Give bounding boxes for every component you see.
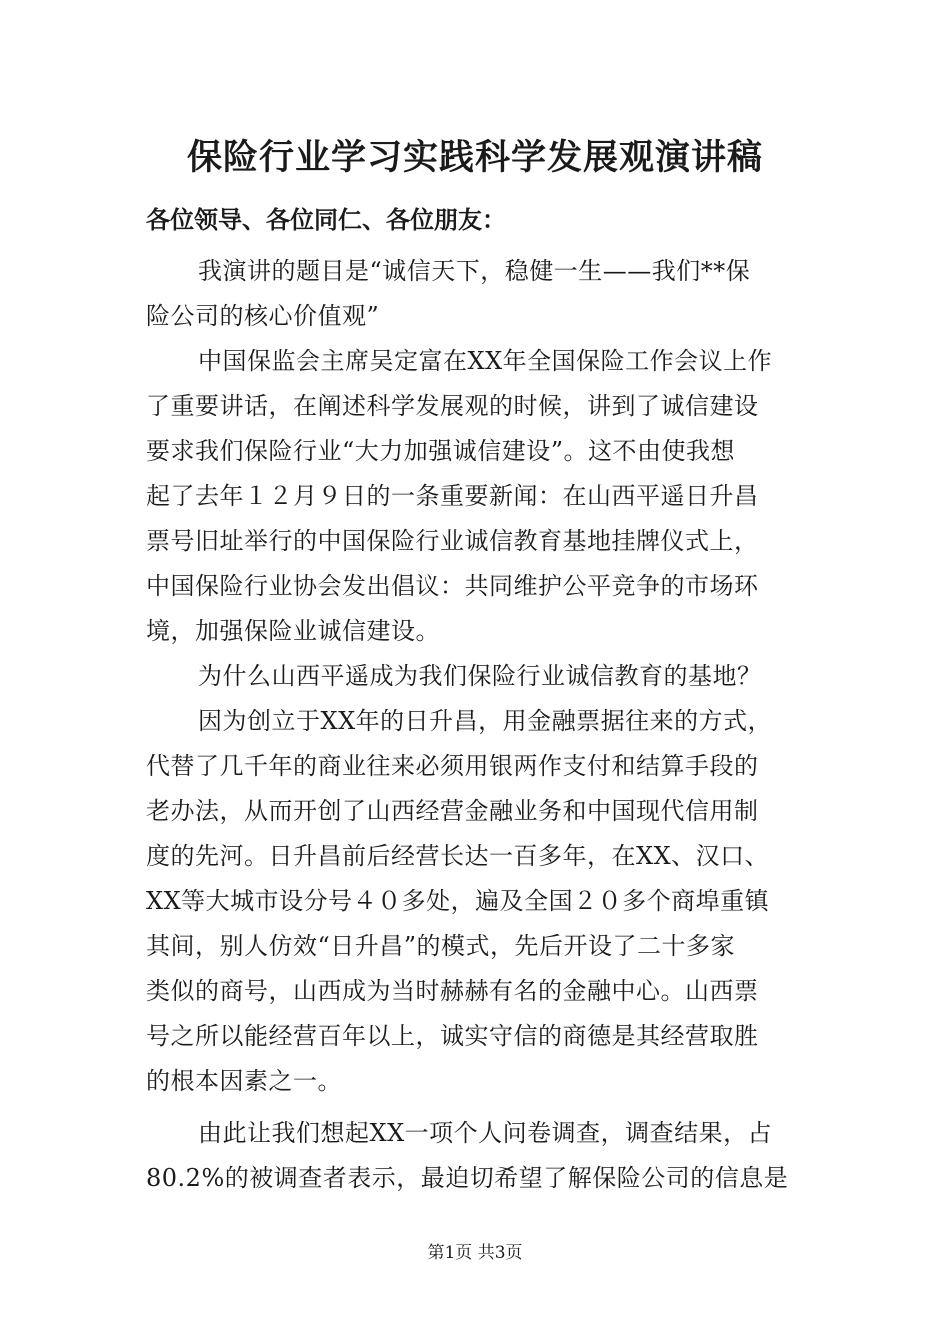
- body-line: 由此让我们想起XX一项个人问卷调查，调查结果，占: [198, 1119, 773, 1147]
- body-line: XX等大城市设分号４０多处，遍及全国２０多个商埠重镇: [146, 887, 770, 915]
- body-line: 因为创立于XX年的日升昌，用金融票据往来的方式，: [198, 707, 773, 735]
- body-line: 了重要讲话，在阐述科学发展观的时候，讲到了诚信建设: [146, 392, 759, 420]
- document-title: 保险行业学习实践科学发展观演讲稿: [186, 137, 763, 178]
- body-line: 起了去年１２月９日的一条重要新闻：在山西平遥日升昌: [146, 482, 759, 510]
- body-line: 的根本因素之一。: [146, 1067, 342, 1095]
- body-line: 80.2%的被调查者表示，最迫切希望了解保险公司的信息是: [146, 1164, 789, 1192]
- body-line: 其间，别人仿效“日升昌”的模式，先后开设了二十多家: [146, 932, 736, 960]
- body-line: 号之所以能经营百年以上，诚实守信的商德是其经营取胜: [146, 1022, 759, 1050]
- body-line: 为什么山西平遥成为我们保险行业诚信教育的基地？: [198, 662, 762, 690]
- salutation: 各位领导、各位同仁、各位朋友：: [146, 205, 506, 234]
- body-line: 险公司的核心价值观”: [146, 302, 380, 330]
- body-line: 类似的商号，山西成为当时赫赫有名的金融中心。山西票: [146, 977, 759, 1005]
- body-line: 度的先河。日升昌前后经营长达一百多年，在XX、汉口、: [146, 842, 770, 870]
- body-line: 境，加强保险业诚信建设。: [146, 617, 440, 645]
- page-number-footer: 第1页 共3页: [427, 1243, 523, 1263]
- body-line: 代替了几千年的商业往来必须用银两作支付和结算手段的: [146, 752, 759, 780]
- body-line: 票号旧址举行的中国保险行业诚信教育基地挂牌仪式上，: [146, 527, 759, 555]
- body-line: 中国保监会主席吴定富在XX年全国保险工作会议上作: [198, 347, 773, 375]
- body-line: 老办法，从而开创了山西经营金融业务和中国现代信用制: [146, 797, 759, 825]
- body-line: 要求我们保险行业“大力加强诚信建设”。这不由使我想: [146, 437, 736, 465]
- body-line: 我演讲的题目是“诚信天下，稳健一生——我们**保: [198, 257, 751, 285]
- body-line: 中国保险行业协会发出倡议：共同维护公平竞争的市场环: [146, 572, 759, 600]
